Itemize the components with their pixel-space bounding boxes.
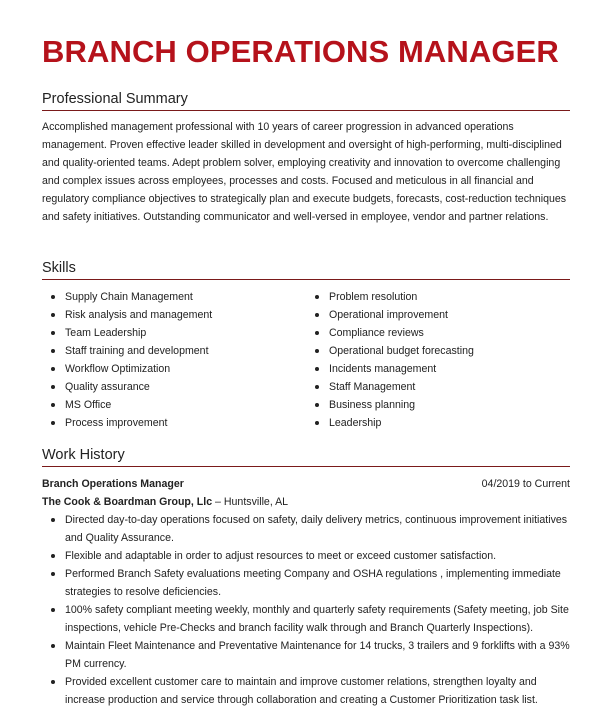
skill-item: Supply Chain Management xyxy=(42,288,306,306)
skill-item: MS Office xyxy=(42,396,306,414)
skill-item: Staff training and development xyxy=(42,342,306,360)
skill-item: Operational improvement xyxy=(306,306,570,324)
skills-column-2 xyxy=(306,288,570,432)
job-title: Branch Operations Manager xyxy=(42,478,184,490)
job-header xyxy=(42,476,570,492)
skill-item: Quality assurance xyxy=(42,378,306,396)
duty-item: Flexible and adaptable in order to adjust resources to meet or exceed customer satisfaction. xyxy=(42,547,570,565)
duty-item: Provided excellent customer care to maintain and improve customer relations, strengthen loyalty and increase production and service through collaboration and creating a Customer Prioritization task list. xyxy=(42,673,570,709)
section-heading-skills: Skills xyxy=(42,260,570,280)
skill-item: Process improvement xyxy=(42,414,306,432)
skill-item: Team Leadership xyxy=(42,324,306,342)
company-separator: – xyxy=(212,496,224,508)
professional-summary-text: Accomplished management professional with 10 years of career progression in advanced operations management. Proven effective leader skilled in development and oversight of high-performing, multi-disciplined and quality-oriented teams. Adept problem solver, employing creativity and innovation to overcome challenging and complex issues across employees, processes and costs. Focused and meticulous in all financial and regulatory compliance objectives to strategically plan and execute budgets, forecasts, cost-reduction techniques and safety initiatives. Outstanding communicator and well-versed in employee, vendor and partner relations. xyxy=(42,121,567,223)
duty-item: Performed Branch Safety evaluations meeting Company and OSHA regulations , implementing immediate strategies to resolve deficiencies. xyxy=(42,565,570,601)
skill-item: Staff Management xyxy=(306,378,570,396)
duty-item: Maintain Fleet Maintenance and Preventative Maintenance for 14 trucks, 3 trailers and 9 forklifts with a 93% PM currency. xyxy=(42,637,570,673)
job-dates: 04/2019 to Current xyxy=(481,478,570,490)
company-location: Huntsville, AL xyxy=(223,496,289,508)
skills-list xyxy=(42,288,570,432)
skill-item: Problem resolution xyxy=(306,288,570,306)
section-heading-work-history: Work History xyxy=(42,447,570,467)
duty-item: Directed day-to-day operations focused on safety, daily delivery metrics, continuous improvement initiatives and Quality Assurance. xyxy=(42,511,570,547)
skill-item: Operational budget forecasting xyxy=(306,342,570,360)
skill-item: Risk analysis and management xyxy=(42,306,306,324)
skills-column-1 xyxy=(42,288,306,432)
company-name: The Cook & Boardman Group, Llc xyxy=(42,496,213,508)
job-company-row xyxy=(42,494,570,510)
resume-name-heading: BRANCH OPERATIONS MANAGER xyxy=(42,34,559,69)
duty-item: 100% safety compliant meeting weekly, monthly and quarterly safety requirements (Safety meeting, job Site inspections, vehicle Pre-Checks and branch facility walk through and Branch Quarterly Inspections). xyxy=(42,601,570,637)
skill-item: Workflow Optimization xyxy=(42,360,306,378)
skill-item: Compliance reviews xyxy=(306,324,570,342)
skill-item: Incidents management xyxy=(306,360,570,378)
job-duties-list xyxy=(42,511,570,709)
skill-item: Leadership xyxy=(306,414,570,432)
skill-item: Business planning xyxy=(306,396,570,414)
section-heading-professional-summary: Professional Summary xyxy=(42,91,570,111)
